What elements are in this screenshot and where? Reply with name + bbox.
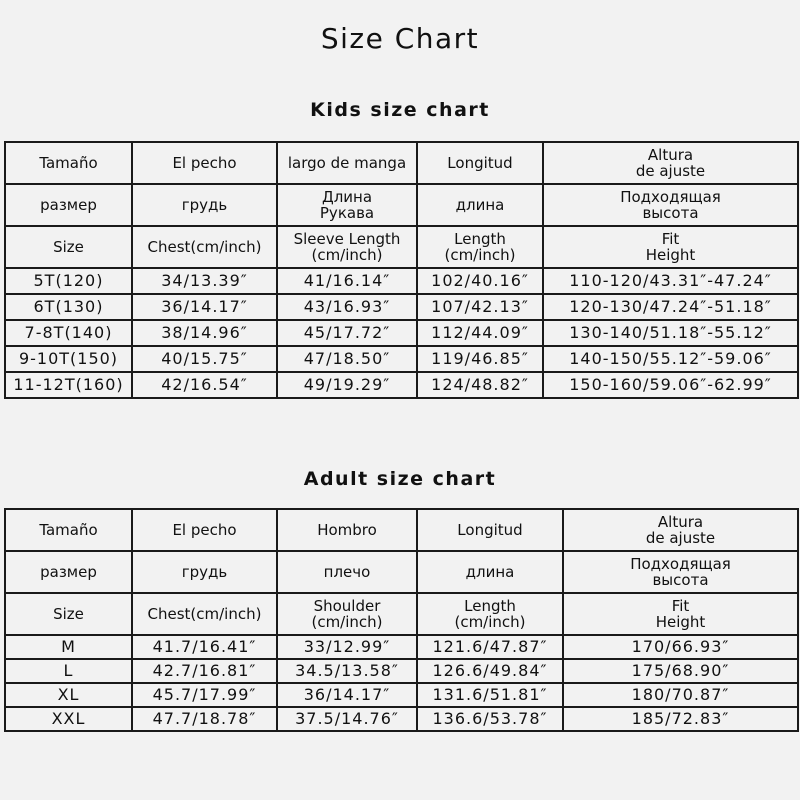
kids-table-cell: 45/17.72″ — [277, 320, 417, 346]
kids-table-cell: 6T(130) — [5, 294, 132, 320]
adult-header-row — [5, 551, 798, 593]
adult-table-row — [5, 635, 798, 659]
adult-table-cell: 45.7/17.99″ — [132, 683, 277, 707]
kids-table-cell: 107/42.13″ — [417, 294, 543, 320]
kids-table-cell: 124/48.82″ — [417, 372, 543, 398]
kids-table-cell: 110-120/43.31″-47.24″ — [543, 268, 798, 294]
kids-header-row — [5, 226, 798, 268]
kids-header-cell: Fit Height — [543, 226, 798, 268]
adult-section-title: Adult size chart — [303, 468, 497, 490]
adult-table-row — [5, 659, 798, 683]
adult-table-cell: 47.7/18.78″ — [132, 707, 277, 731]
adult-header-cell: Altura de ajuste — [563, 509, 798, 551]
adult-header-cell: Size — [5, 593, 132, 635]
adult-table-cell: 121.6/47.87″ — [417, 635, 563, 659]
kids-table-cell: 140-150/55.12″-59.06″ — [543, 346, 798, 372]
kids-header-cell: размер — [5, 184, 132, 226]
kids-header-cell: Длина Рукава — [277, 184, 417, 226]
kids-table-cell: 7-8T(140) — [5, 320, 132, 346]
kids-table-cell: 112/44.09″ — [417, 320, 543, 346]
kids-table-cell: 36/14.17″ — [132, 294, 277, 320]
page-title: Size Chart — [320, 22, 480, 55]
kids-table-cell: 150-160/59.06″-62.99″ — [543, 372, 798, 398]
adult-header-cell: Chest(cm/inch) — [132, 593, 277, 635]
adult-header-cell: Shoulder (cm/inch) — [277, 593, 417, 635]
adult-table-cell: 37.5/14.76″ — [277, 707, 417, 731]
adult-table-cell: 34.5/13.58″ — [277, 659, 417, 683]
adult-table-cell: XL — [5, 683, 132, 707]
kids-header-cell: Altura de ajuste — [543, 142, 798, 184]
kids-header-cell: Подходящая высота — [543, 184, 798, 226]
kids-header-cell: El pecho — [132, 142, 277, 184]
kids-section-title: Kids size chart — [310, 99, 490, 121]
kids-table-cell: 40/15.75″ — [132, 346, 277, 372]
adult-header-row — [5, 593, 798, 635]
kids-header-cell: Sleeve Length (cm/inch) — [277, 226, 417, 268]
adult-header-cell: Tamaño — [5, 509, 132, 551]
kids-header-cell: грудь — [132, 184, 277, 226]
kids-header-cell: Size — [5, 226, 132, 268]
kids-table-cell: 42/16.54″ — [132, 372, 277, 398]
adult-header-row — [5, 509, 798, 551]
adult-table-cell: 33/12.99″ — [277, 635, 417, 659]
adult-table-cell: 180/70.87″ — [563, 683, 798, 707]
kids-table-row — [5, 346, 798, 372]
kids-header-cell: Tamaño — [5, 142, 132, 184]
kids-table-cell: 9-10T(150) — [5, 346, 132, 372]
adult-header-cell: длина — [417, 551, 563, 593]
adult-table-cell: 36/14.17″ — [277, 683, 417, 707]
kids-size-table — [4, 141, 799, 399]
adult-table-cell: 42.7/16.81″ — [132, 659, 277, 683]
kids-table-cell: 119/46.85″ — [417, 346, 543, 372]
adult-header-cell: Longitud — [417, 509, 563, 551]
adult-table-cell: 136.6/53.78″ — [417, 707, 563, 731]
kids-header-cell: largo de manga — [277, 142, 417, 184]
kids-header-cell: Chest(cm/inch) — [132, 226, 277, 268]
adult-table-cell: XXL — [5, 707, 132, 731]
kids-header-row — [5, 142, 798, 184]
adult-table-cell: L — [5, 659, 132, 683]
adult-table-cell: 131.6/51.81″ — [417, 683, 563, 707]
kids-header-cell: Length (cm/inch) — [417, 226, 543, 268]
kids-table-row — [5, 320, 798, 346]
adult-table-cell: 185/72.83″ — [563, 707, 798, 731]
kids-table-cell: 43/16.93″ — [277, 294, 417, 320]
kids-header-cell: Longitud — [417, 142, 543, 184]
kids-header-cell: длина — [417, 184, 543, 226]
adult-table-cell: M — [5, 635, 132, 659]
adult-header-cell: Hombro — [277, 509, 417, 551]
kids-table-cell: 130-140/51.18″-55.12″ — [543, 320, 798, 346]
adult-header-cell: Подходящая высота — [563, 551, 798, 593]
kids-table-row — [5, 372, 798, 398]
adult-table-cell: 126.6/49.84″ — [417, 659, 563, 683]
adult-header-cell: размер — [5, 551, 132, 593]
kids-table-row — [5, 268, 798, 294]
kids-table-cell: 41/16.14″ — [277, 268, 417, 294]
kids-table-cell: 49/19.29″ — [277, 372, 417, 398]
adult-header-cell: Length (cm/inch) — [417, 593, 563, 635]
adult-header-cell: плечо — [277, 551, 417, 593]
adult-header-cell: Fit Height — [563, 593, 798, 635]
kids-table-cell: 5T(120) — [5, 268, 132, 294]
adult-table-cell: 175/68.90″ — [563, 659, 798, 683]
kids-table-cell: 38/14.96″ — [132, 320, 277, 346]
kids-table-cell: 120-130/47.24″-51.18″ — [543, 294, 798, 320]
kids-table-cell: 47/18.50″ — [277, 346, 417, 372]
adult-table-cell: 41.7/16.41″ — [132, 635, 277, 659]
adult-size-table — [4, 508, 799, 732]
kids-table-cell: 11-12T(160) — [5, 372, 132, 398]
adult-table-row — [5, 707, 798, 731]
adult-table-cell: 170/66.93″ — [563, 635, 798, 659]
kids-table-cell: 102/40.16″ — [417, 268, 543, 294]
kids-header-row — [5, 184, 798, 226]
adult-table-row — [5, 683, 798, 707]
adult-header-cell: грудь — [132, 551, 277, 593]
adult-header-cell: El pecho — [132, 509, 277, 551]
kids-table-cell: 34/13.39″ — [132, 268, 277, 294]
kids-table-row — [5, 294, 798, 320]
